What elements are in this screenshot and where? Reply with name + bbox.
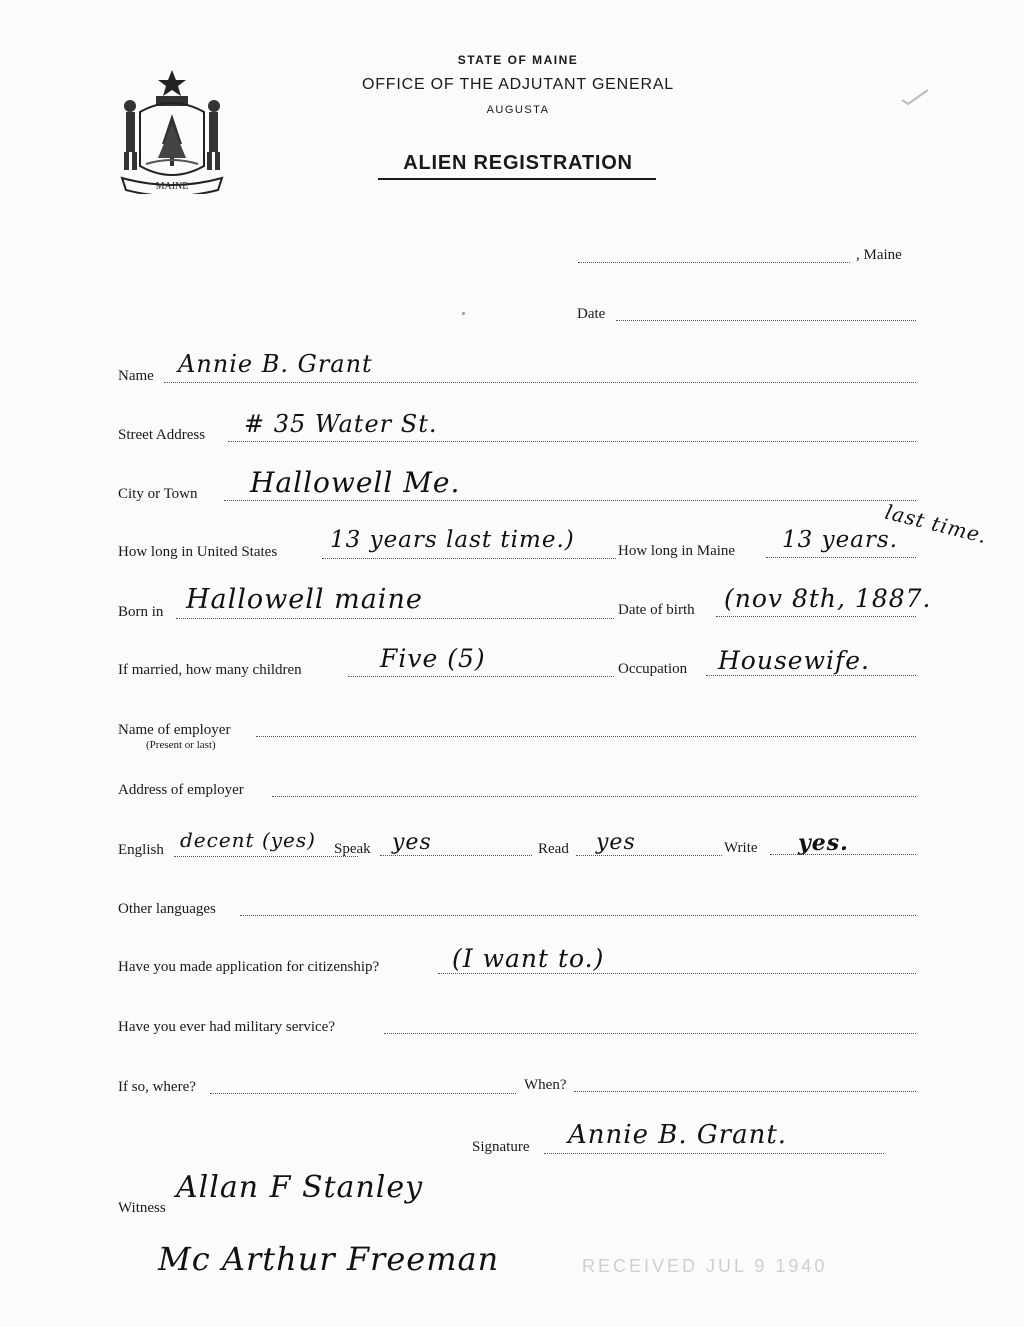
street-field[interactable]	[228, 441, 916, 442]
employer-address-label: Address of employer	[118, 782, 244, 798]
date-of-birth-label: Date of birth	[618, 602, 695, 618]
signature-value: Annie B. Grant.	[568, 1120, 788, 1150]
read-label: Read	[538, 841, 569, 857]
name-value: Annie B. Grant	[178, 350, 373, 378]
citizenship-value: (I want to.)	[452, 944, 605, 973]
name-label: Name	[118, 368, 154, 384]
write-label: Write	[724, 840, 758, 856]
military-field[interactable]	[384, 1033, 916, 1034]
date-of-birth-field[interactable]	[716, 616, 916, 617]
title-underline	[378, 178, 656, 180]
how-long-maine-label: How long in Maine	[618, 543, 736, 559]
occupation-label: Occupation	[618, 661, 688, 677]
signature-label: Signature	[472, 1139, 530, 1155]
employer-sublabel: (Present or last)	[146, 739, 216, 751]
street-label: Street Address	[118, 427, 206, 443]
children-label: If married, how many children	[118, 662, 302, 678]
street-value: # 35 Water St.	[244, 410, 438, 438]
how-long-maine-value: 13 years.	[782, 527, 899, 553]
speak-value: yes	[392, 830, 432, 855]
received-stamp: RECEIVED JUL 9 1940	[582, 1256, 828, 1276]
how-long-maine-field[interactable]	[766, 557, 916, 558]
maine-label: , Maine	[856, 247, 902, 263]
other-languages-field[interactable]	[240, 915, 916, 916]
check-mark-icon	[900, 88, 930, 106]
born-in-field[interactable]	[176, 618, 614, 619]
born-in-value: Hallowell maine	[186, 584, 423, 615]
second-witness-signature: Mc Arthur Freeman	[158, 1240, 500, 1278]
name-field[interactable]	[164, 382, 916, 383]
seal-banner-text: MAINE	[155, 181, 189, 192]
town-field[interactable]	[578, 262, 850, 263]
date-field[interactable]	[616, 320, 916, 321]
read-field[interactable]	[576, 855, 722, 856]
where-field[interactable]	[210, 1093, 516, 1094]
how-long-us-label: How long in United States	[118, 544, 278, 560]
witness-label: Witness	[118, 1200, 166, 1216]
form-title: ALIEN REGISTRATION	[403, 152, 633, 174]
city-value: Hallowell Me.	[250, 466, 461, 499]
header-office: OFFICE OF THE ADJUTANT GENERAL	[361, 76, 675, 93]
employer-label: Name of employer	[118, 722, 231, 738]
city-field[interactable]	[224, 500, 916, 501]
read-value: yes	[596, 830, 636, 855]
header-city: AUGUSTA	[486, 104, 550, 116]
children-value: Five (5)	[380, 644, 486, 673]
citizenship-field[interactable]	[438, 973, 916, 974]
how-long-us-value: 13 years last time.)	[330, 527, 575, 553]
english-label: English	[118, 842, 164, 858]
other-languages-label: Other languages	[118, 901, 216, 917]
military-label: Have you ever had military service?	[118, 1019, 335, 1035]
how-long-maine-note: last time.	[882, 499, 990, 549]
where-label: If so, where?	[118, 1079, 196, 1095]
employer-address-field[interactable]	[272, 796, 916, 797]
how-long-us-field[interactable]	[322, 558, 616, 559]
speak-field[interactable]	[380, 855, 532, 856]
born-in-label: Born in	[118, 604, 164, 620]
english-field[interactable]	[174, 856, 358, 857]
date-label: Date	[577, 306, 606, 322]
witness-signature: Allan F Stanley	[176, 1170, 424, 1205]
write-value: yes.	[798, 830, 849, 856]
when-label: When?	[524, 1077, 567, 1093]
date-of-birth-value: (nov 8th, 1887.	[724, 584, 932, 613]
employer-field[interactable]	[256, 736, 916, 737]
paper-speck	[462, 312, 465, 315]
speak-label: Speak	[334, 841, 371, 857]
occupation-value: Housewife.	[718, 646, 870, 675]
signature-field[interactable]	[544, 1153, 884, 1154]
city-label: City or Town	[118, 486, 198, 502]
children-field[interactable]	[348, 676, 614, 677]
when-field[interactable]	[574, 1091, 916, 1092]
header-state: STATE OF MAINE	[457, 53, 579, 67]
english-value: decent (yes)	[180, 828, 316, 852]
citizenship-label: Have you made application for citizenship?	[118, 959, 380, 975]
occupation-field[interactable]	[706, 675, 916, 676]
